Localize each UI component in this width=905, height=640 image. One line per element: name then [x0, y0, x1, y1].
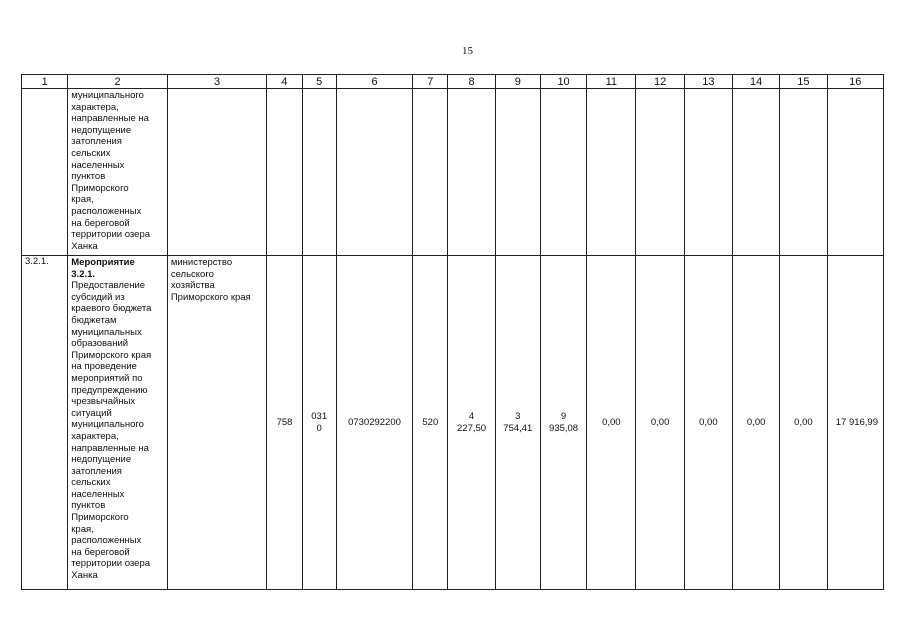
- cell-c14: 0,00: [733, 256, 780, 590]
- cell-c8: [448, 256, 495, 590]
- row-number: 3.2.1.: [22, 256, 68, 590]
- text-line: характера,: [71, 430, 119, 442]
- column-header: 9: [495, 75, 540, 89]
- cell-c12: 0,00: [636, 256, 684, 590]
- table-cell: [302, 89, 336, 256]
- table-cell: [413, 89, 448, 256]
- text-line: 754,41: [503, 422, 533, 434]
- text-line: населенных: [71, 488, 125, 500]
- text-line: сельских: [71, 147, 111, 159]
- text-line: 0: [316, 422, 322, 434]
- measure-title: 3.2.1.: [71, 268, 96, 280]
- cell-c10: [540, 256, 586, 590]
- cell-c4: 758: [267, 256, 302, 590]
- text-line: на береговой: [71, 546, 130, 558]
- column-header: 12: [636, 75, 684, 89]
- text-line: направленные на: [71, 113, 149, 125]
- text-line: образований: [71, 338, 129, 350]
- text-line: 9: [560, 410, 567, 422]
- measure-title: Мероприятие: [71, 257, 135, 268]
- text-line: предупреждению: [71, 384, 148, 396]
- text-line: расположенных: [71, 535, 142, 547]
- text-line: Ханка: [71, 570, 98, 582]
- table-cell: [336, 89, 412, 256]
- text-line: территории озера: [71, 558, 151, 570]
- cell-c15: 0,00: [780, 256, 827, 590]
- column-header: 8: [448, 75, 495, 89]
- page-number: 15: [462, 45, 473, 57]
- measure-description-continued: [68, 89, 168, 256]
- continuation-row: [22, 89, 884, 256]
- column-header: 6: [336, 75, 412, 89]
- cell-c16: 17 916,99: [827, 256, 883, 590]
- column-header: 2: [68, 75, 168, 89]
- text-line: сельского: [170, 268, 214, 280]
- text-line: субсидий из: [71, 291, 125, 303]
- budget-table: [21, 74, 884, 590]
- text-line: на проведение: [71, 361, 137, 373]
- text-line: края,: [71, 194, 94, 206]
- text-line: ситуаций: [71, 407, 112, 419]
- column-header: 3: [167, 75, 267, 89]
- text-line: Приморского: [71, 512, 129, 524]
- table-cell: [733, 89, 780, 256]
- cell-c13: 0,00: [684, 256, 732, 590]
- cell-c9: [495, 256, 540, 590]
- text-line: 4: [468, 410, 475, 422]
- text-line: мероприятий по: [71, 372, 143, 384]
- text-line: территории озера: [71, 229, 151, 241]
- text-line: расположенных: [71, 205, 142, 217]
- header-row: [22, 75, 884, 89]
- column-header: 16: [827, 75, 883, 89]
- text-line: министерство: [170, 257, 233, 268]
- table-cell: [167, 89, 267, 256]
- text-line: затопления: [71, 136, 122, 148]
- text-line: чрезвычайных: [71, 396, 136, 408]
- text-line: населенных: [71, 159, 125, 171]
- table-cell: [495, 89, 540, 256]
- text-line: 935,08: [549, 422, 579, 434]
- text-line: Приморского края: [170, 291, 251, 303]
- column-header: 11: [587, 75, 636, 89]
- column-header: 7: [413, 75, 448, 89]
- text-line: муниципальных: [71, 326, 142, 338]
- text-line: бюджетам: [71, 314, 117, 326]
- table-cell: [827, 89, 883, 256]
- text-line: Приморского края: [71, 349, 152, 361]
- cell-c7: 520: [413, 256, 448, 590]
- text-line: хозяйства: [170, 280, 215, 292]
- text-line: на береговой: [71, 217, 130, 229]
- text-line: 3: [515, 410, 521, 422]
- table-cell: [448, 89, 495, 256]
- text-line: Приморского: [71, 182, 129, 194]
- cell-c6: 0730292200: [336, 256, 412, 590]
- text-line: муниципального: [71, 90, 144, 101]
- text-line: краевого бюджета: [71, 303, 152, 315]
- table-cell: [636, 89, 684, 256]
- table-row: [22, 256, 884, 590]
- text-line: недопущение: [71, 124, 132, 136]
- text-line: характера,: [71, 101, 119, 113]
- table-cell: [267, 89, 302, 256]
- column-header: 10: [540, 75, 586, 89]
- column-header: 14: [733, 75, 780, 89]
- text-line: сельских: [71, 477, 111, 489]
- text-line: края,: [71, 523, 94, 535]
- text-line: недопущение: [71, 454, 132, 466]
- table-cell: [780, 89, 827, 256]
- text-line: 227,50: [457, 422, 487, 434]
- text-line: муниципального: [71, 419, 144, 431]
- text-line: Ханка: [71, 240, 98, 252]
- cell-c11: 0,00: [587, 256, 636, 590]
- text-line: затопления: [71, 465, 122, 477]
- table-cell: [540, 89, 586, 256]
- table-cell: [22, 89, 68, 256]
- cell-c5: [302, 256, 336, 590]
- table-cell: [587, 89, 636, 256]
- text-line: направленные на: [71, 442, 149, 454]
- column-header: 4: [267, 75, 302, 89]
- column-header: 15: [780, 75, 827, 89]
- text-line: 031: [311, 410, 328, 422]
- column-header: 13: [684, 75, 732, 89]
- text-line: пунктов: [71, 500, 106, 512]
- column-header: 1: [22, 75, 68, 89]
- column-header: 5: [302, 75, 336, 89]
- executor: [167, 256, 267, 590]
- measure-description: [68, 256, 168, 590]
- text-line: пунктов: [71, 171, 106, 183]
- table-cell: [684, 89, 732, 256]
- text-line: Предоставление: [71, 280, 146, 292]
